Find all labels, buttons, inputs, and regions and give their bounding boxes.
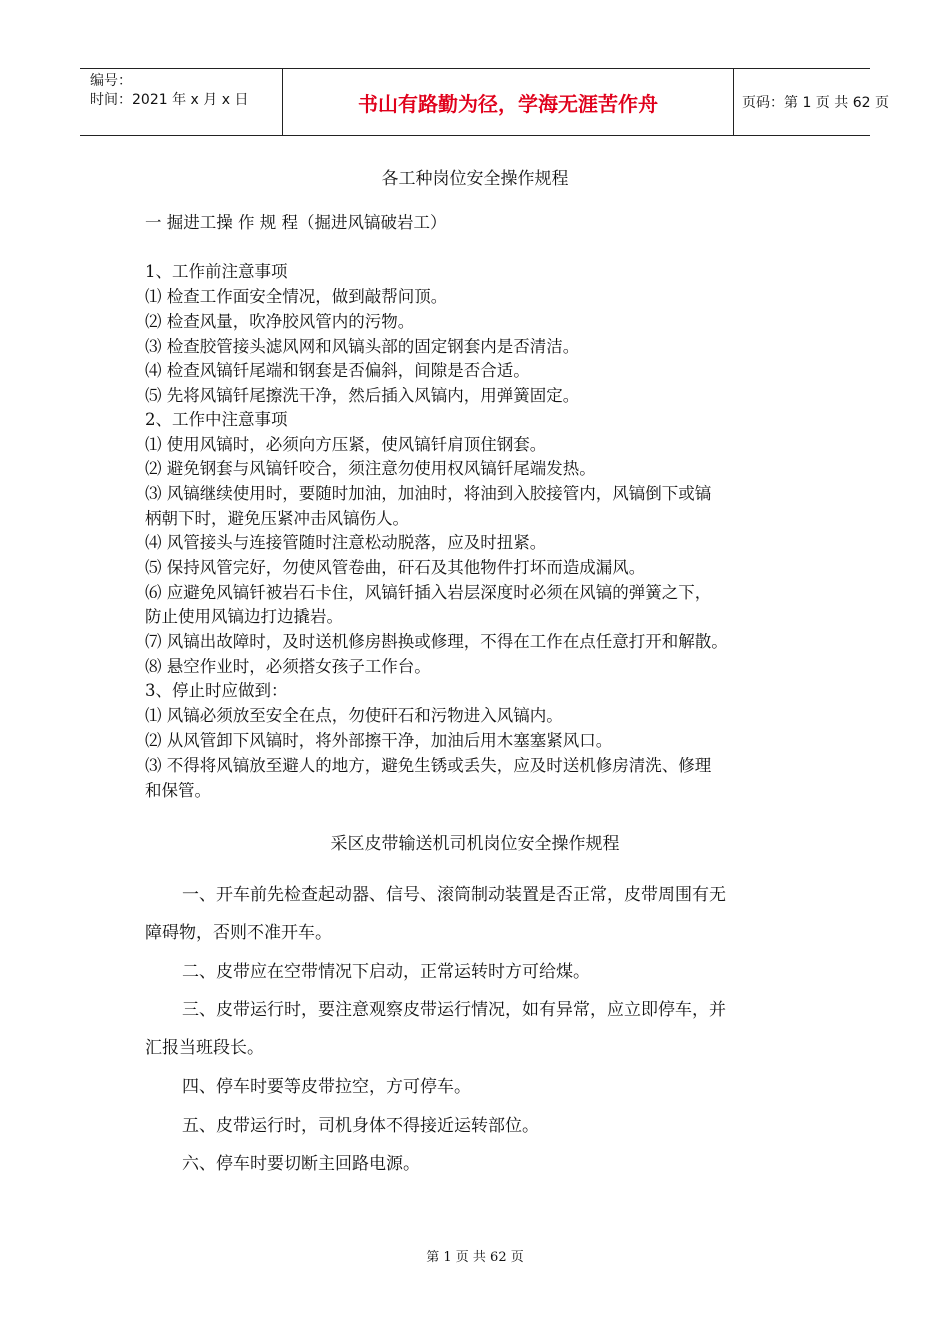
page-footer: 第 1 页 共 62 页	[426, 1250, 524, 1265]
section1-line: 2、工作中注意事项	[145, 410, 288, 429]
document-title: 各工种岗位安全操作规程	[381, 169, 569, 189]
section1-line: ⑹ 应避免风镐钎被岩石卡住，风镐钎插入岩层深度时必须在风镐的弹簧之下，	[145, 583, 712, 602]
section1-line: ⑵ 从风管卸下风镐时，将外部擦干净，加油后用木塞塞紧风口。	[145, 731, 613, 750]
section1-line: 1、工作前注意事项	[145, 262, 288, 281]
section2-line: 五、皮带运行时，司机身体不得接近运转部位。	[182, 1116, 539, 1136]
section1-line: 柄朝下时，避免压紧冲击风镐伤人。	[145, 509, 409, 528]
section1-line: ⑶ 不得将风镐放至避人的地方，避免生锈或丢失，应及时送机修房清洗、修理	[145, 756, 712, 775]
section1-line: 3、停止时应做到：	[145, 681, 288, 700]
section1-line: 和保管。	[145, 781, 211, 800]
document-number-label: 编号：	[90, 73, 132, 89]
section1-line: ⑸ 先将风镐钎尾擦洗干净，然后插入风镐内，用弹簧固定。	[145, 386, 580, 405]
header-motto-cell	[282, 69, 734, 135]
section2-line: 三、皮带运行时，要注意观察皮带运行情况，如有异常，应立即停车，并	[182, 1000, 726, 1020]
section1-line: ⑺ 风镐出故障时，及时送机修房斟换或修理，不得在工作在点任意打开和解散。	[145, 632, 728, 651]
section1-line: ⑷ 检查风镐钎尾端和钢套是否偏斜，间隙是否合适。	[145, 361, 530, 380]
section1-line: ⑵ 避免钢套与风镐钎咬合，须注意勿使用权风镐钎尾端发热。	[145, 459, 596, 478]
section1-line: ⑴ 风镐必须放至安全在点，勿使矸石和污物进入风镐内。	[145, 706, 563, 725]
section2-line: 六、停车时要切断主回路电源。	[182, 1154, 420, 1174]
section1-line: ⑶ 风镐继续使用时，要随时加油，加油时，将油到入胶接管内，风镐倒下或镐	[145, 484, 712, 503]
section2-line: 障碍物，否则不准开车。	[145, 923, 332, 943]
section1-line: ⑻ 悬空作业时，必须搭女孩子工作台。	[145, 657, 431, 676]
section2-line: 一、开车前先检查起动器、信号、滚筒制动装置是否正常，皮带周围有无	[182, 885, 726, 905]
section1-heading: 一 掘进工操 作 规 程（掘进风镐破岩工）	[145, 213, 447, 232]
page-header	[80, 68, 889, 136]
section2-title: 采区皮带输送机司机岗位安全操作规程	[330, 834, 620, 854]
section1-line: ⑵ 检查风量，吹净胶风管内的污物。	[145, 312, 415, 331]
header-motto: 书山有路勤为径，学海无涯苦作舟	[358, 91, 658, 116]
section2-line: 二、皮带应在空带情况下启动，正常运转时方可给煤。	[182, 962, 590, 982]
header-meta-cell	[80, 69, 282, 135]
section1-line: ⑸ 保持风管完好，勿使风管卷曲，矸石及其他物件打坏而造成漏风。	[145, 558, 646, 577]
section1-line: ⑴ 使用风镐时，必须向方压紧，使风镐钎肩顶住钢套。	[145, 435, 547, 454]
section1-line: ⑶ 检查胶管接头滤风网和风镐头部的固定钢套内是否清洁。	[145, 337, 580, 356]
document-time-label: 时间：2021 年 x 月 x 日	[90, 92, 249, 108]
header-page-info: 页码：第 1 页 共 62 页	[742, 95, 889, 111]
section2-line: 汇报当班段长。	[145, 1038, 264, 1058]
section1-line: 防止使用风镐边打边撬岩。	[145, 607, 343, 626]
section1-line: ⑴ 检查工作面安全情况，做到敲帮问顶。	[145, 287, 448, 306]
header-page-cell	[734, 69, 889, 135]
section1-line: ⑷ 风管接头与连接管随时注意松动脱落，应及时扭紧。	[145, 533, 547, 552]
section2-line: 四、停车时要等皮带拉空，方可停车。	[182, 1077, 471, 1097]
